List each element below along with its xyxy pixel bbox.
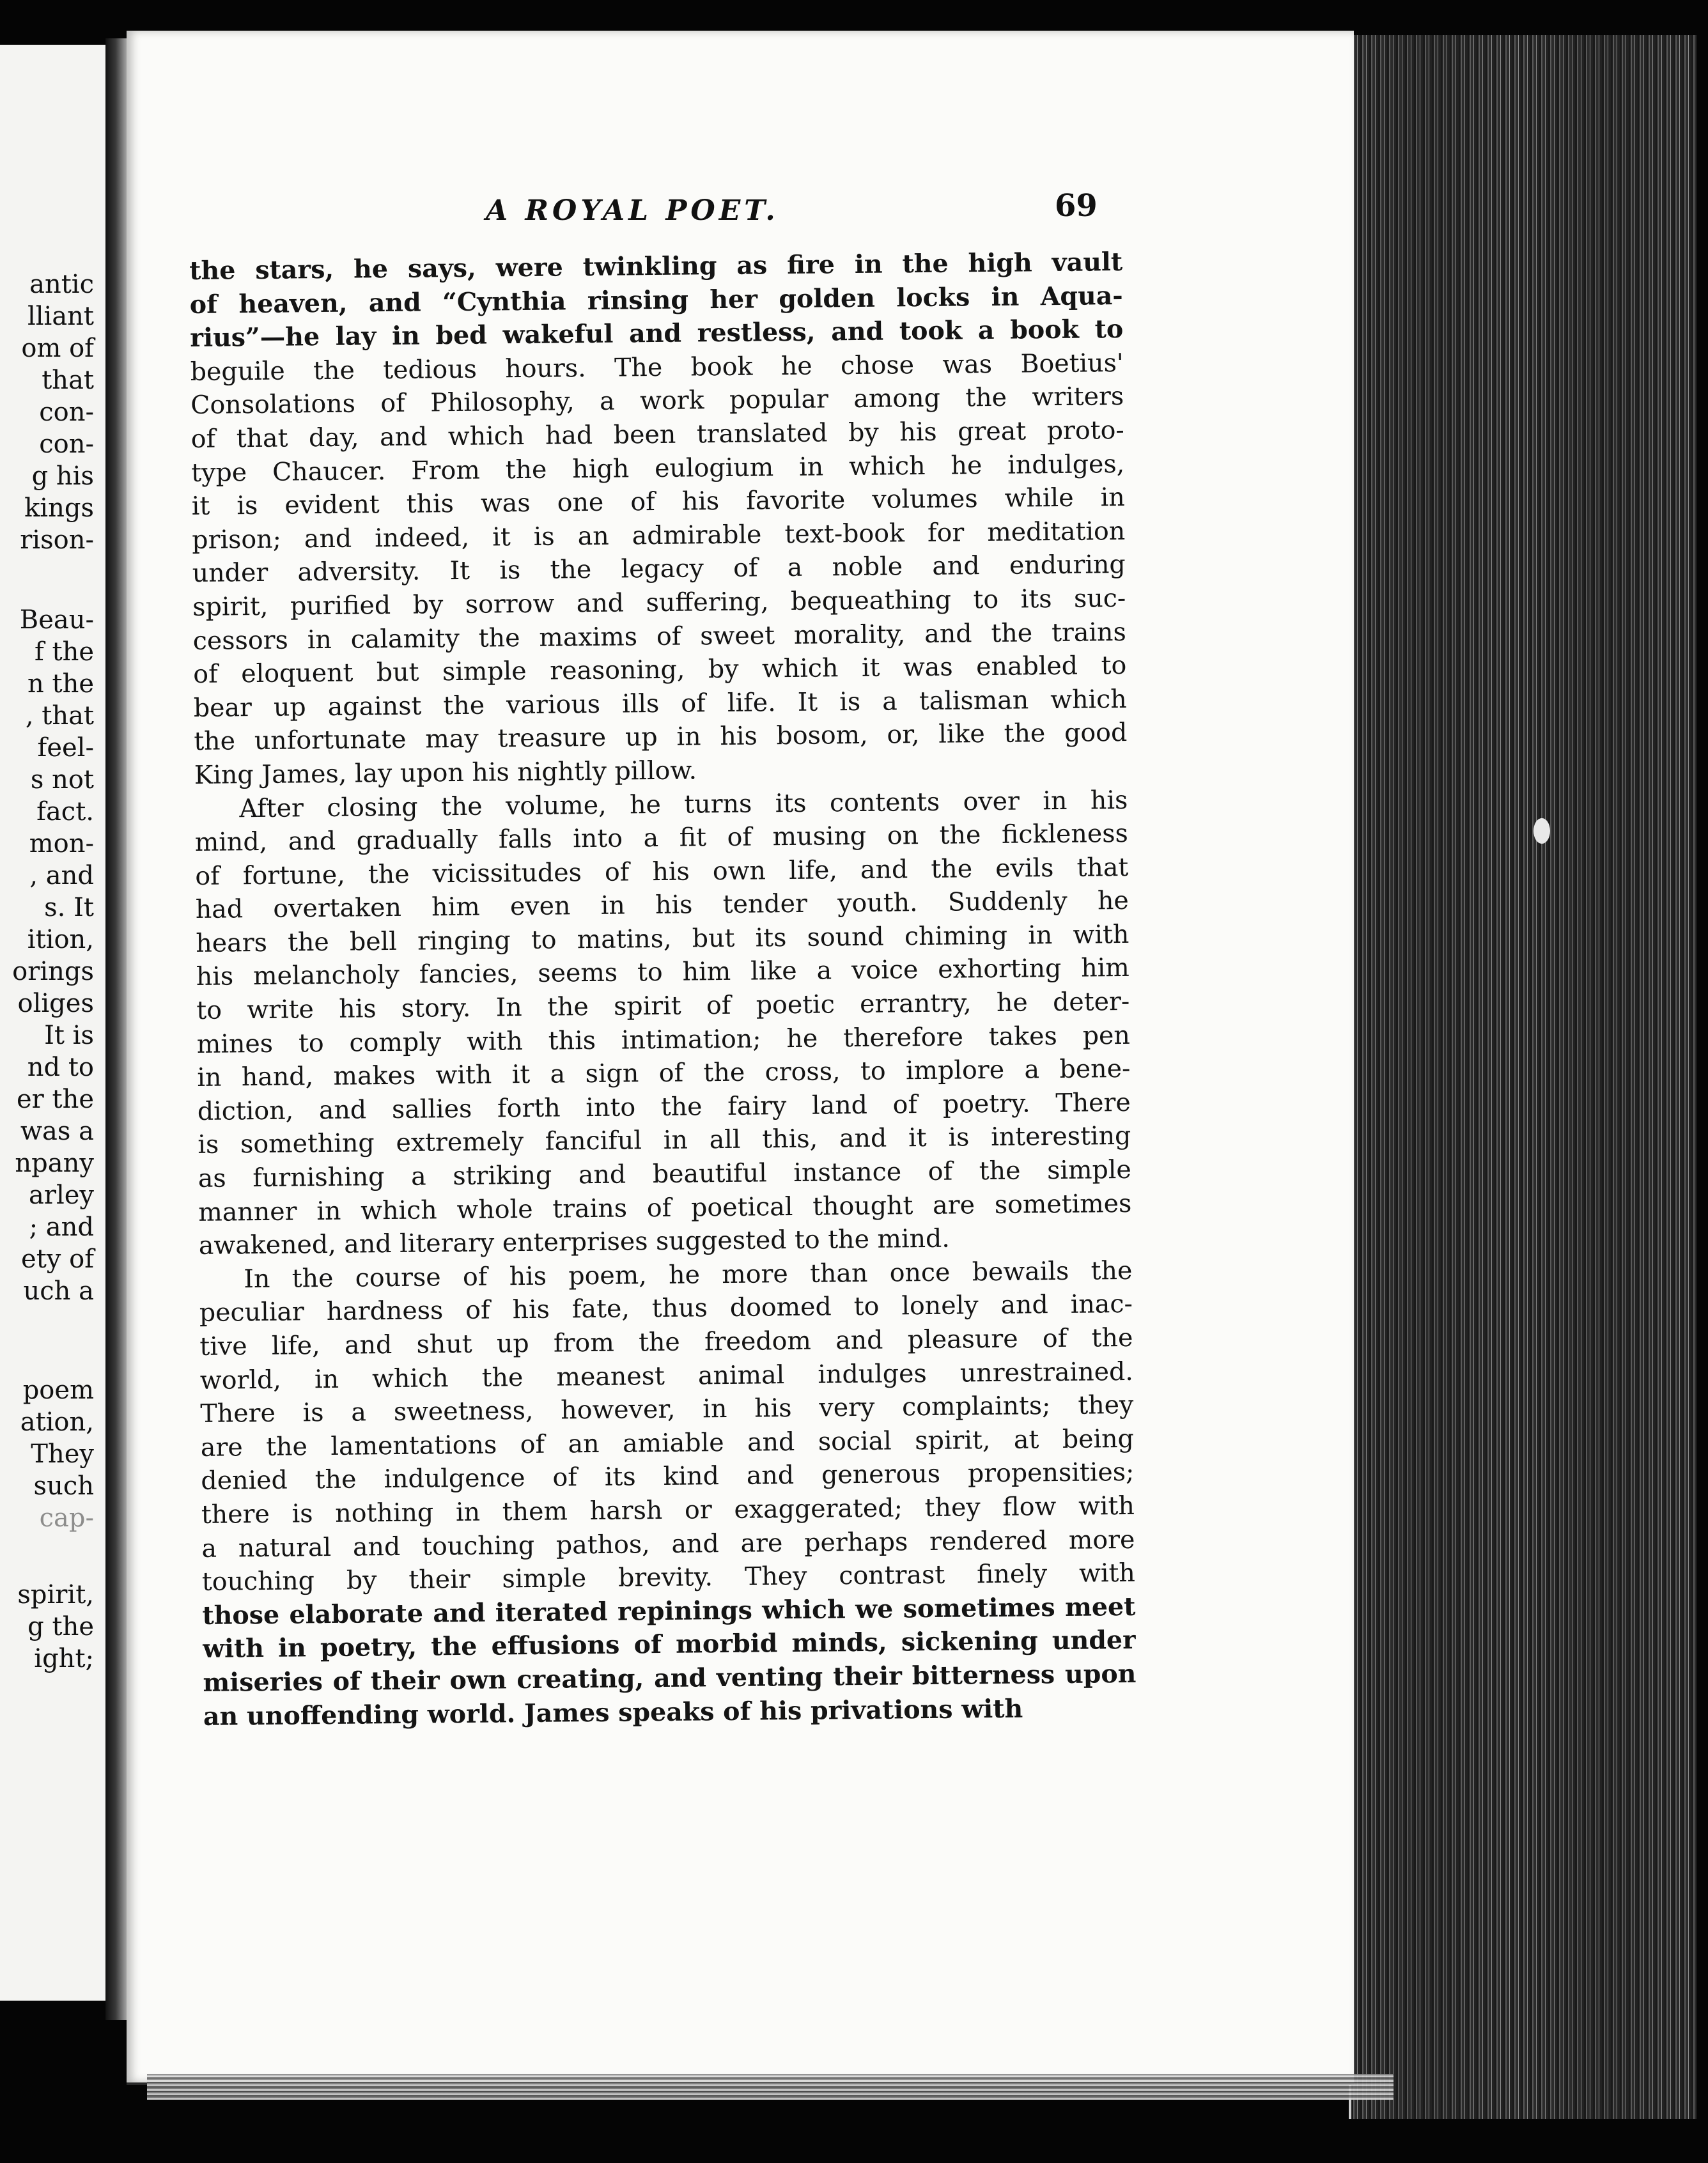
text-line: a natural and touching pathos, and are perhaps rendered more	[201, 1524, 1135, 1563]
text-line: of fortune, the vicissitudes of his own life, and the evils that	[195, 852, 1129, 891]
page-number: 69	[1055, 188, 1098, 224]
left-page-fragment: ; and	[29, 1213, 94, 1242]
left-page-fragment: g his	[31, 461, 94, 491]
text-line: the unfortunate may treasure up in his bosom, or, like the good	[194, 718, 1128, 757]
text-line: miseries of their own creating, and venting their bitterness upon	[203, 1659, 1137, 1698]
left-page-fragment: s. It	[44, 893, 94, 922]
left-page-fragment: Beau-	[19, 605, 94, 635]
text-line: with in poetry, the effusions of morbid minds, sickening under	[202, 1625, 1137, 1664]
left-page-fragment: ety of	[21, 1244, 94, 1274]
text-line: touching by their simple brevity. They contrast finely with	[201, 1558, 1136, 1597]
left-page-fragment: antic	[29, 270, 94, 299]
text-line: of that day, and which had been translated by his great proto-	[190, 415, 1124, 454]
left-page-fragment: arley	[28, 1181, 94, 1210]
left-page-fragment: It is	[44, 1021, 94, 1050]
text-line: are the lamentations of an amiable and social spirit, at being	[200, 1423, 1135, 1462]
left-page-fragment: oliges	[17, 989, 94, 1018]
bottom-page-edge	[147, 2074, 1394, 2100]
running-head: A ROYAL POET.	[486, 194, 779, 227]
left-page-fragment: , and	[29, 861, 94, 890]
text-line: there is nothing in them harsh or exaggerated; they flow with	[201, 1491, 1135, 1530]
left-page-fragment: mon-	[29, 829, 94, 858]
left-page-fragment: ight;	[34, 1644, 94, 1673]
text-line: it is evident this was one of his favorite volumes while in	[191, 483, 1125, 522]
text-line: rius”—he lay in bed wakeful and restless, and took a book to	[190, 314, 1124, 353]
text-line: mines to comply with this intimation; he therefore takes pen	[196, 1020, 1131, 1059]
text-line: of eloquent but simple reasoning, by which it was enabled to	[193, 651, 1127, 690]
left-page-fragment: con-	[39, 430, 94, 459]
left-page-fragment: s not	[30, 765, 94, 795]
text-line: an unoffending world. James speaks of his privations with	[203, 1694, 1023, 1732]
text-line: After closing the volume, he turns its contents over in his	[239, 785, 1128, 823]
text-line: in hand, makes with it a sign of the cross, to implore a bene-	[197, 1054, 1131, 1093]
body-text	[189, 245, 1137, 1733]
text-line: as furnishing a striking and beautiful instance of the simple	[198, 1154, 1132, 1193]
text-line: is something extremely fanciful in all this, and it is interesting	[198, 1121, 1131, 1160]
left-page-fragment: kings	[24, 493, 94, 523]
text-line: King James, lay upon his nightly pillow.	[194, 756, 697, 790]
left-page-fragment: was a	[20, 1117, 94, 1146]
left-page-fragment: fact.	[36, 797, 94, 826]
page-edge-mark	[1533, 818, 1550, 844]
text-line: Consolations of Philosophy, a work popular among the writers	[190, 382, 1124, 421]
left-page-fragment: that	[42, 366, 94, 395]
left-page-fragment: uch a	[23, 1276, 94, 1306]
left-page-fragment: feel-	[37, 733, 94, 763]
left-page-fragment: lliant	[27, 302, 94, 331]
text-line: hears the bell ringing to matins, but its sound chiming in with	[196, 919, 1130, 958]
text-line: those elaborate and iterated repinings which we sometimes meet	[202, 1592, 1136, 1631]
text-line: awakened, and literary enterprises suggested to the mind.	[198, 1223, 951, 1261]
text-line: manner in which whole trains of poetical thought are sometimes	[198, 1188, 1132, 1227]
left-page-fragment: om of	[21, 334, 94, 363]
left-page-fragment: spirit,	[17, 1580, 94, 1609]
text-line: under adversity. It is the legacy of a noble and enduring	[192, 550, 1126, 589]
text-line: peculiar hardness of his fate, thus doomed to lonely and inac-	[199, 1289, 1133, 1328]
left-page-fragment: ation,	[20, 1407, 94, 1437]
text-line: diction, and sallies forth into the fairy land of poetry. There	[197, 1087, 1131, 1126]
text-line: type Chaucer. From the high eulogium in which he indulges,	[191, 449, 1125, 488]
text-line: cessors in calamity the maxims of sweet morality, and the trains	[192, 617, 1126, 656]
text-line: In the course of his poem, he more than once bewails the	[244, 1255, 1133, 1294]
text-line: his melancholy fancies, seems to him like a voice exhorting him	[196, 953, 1130, 992]
left-page-fragment: g the	[27, 1612, 94, 1641]
left-page-fragment: rison-	[20, 525, 94, 555]
left-page-fragment: poem	[22, 1376, 94, 1405]
text-line: prison; and indeed, it is an admirable text-book for meditation	[192, 516, 1126, 555]
text-line: beguile the tedious hours. The book he chose was Boetius'	[190, 348, 1124, 387]
text-line: to write his story. In the spirit of poetic errantry, he deter-	[196, 986, 1130, 1026]
left-page-fragment: such	[33, 1471, 94, 1501]
text-line: tive life, and shut up from the freedom and pleasure of the	[199, 1322, 1133, 1361]
left-page-fragment: cap-	[39, 1503, 94, 1533]
text-line: the stars, he says, were twinkling as fire in the high vault	[189, 247, 1123, 286]
left-page-fragment: con-	[39, 398, 94, 427]
text-line: There is a sweetness, however, in his very complaints; they	[200, 1390, 1134, 1429]
text-line: spirit, purified by sorrow and suffering, bequeathing to its suc-	[192, 583, 1126, 622]
left-page-fragment: n the	[27, 669, 94, 699]
text-line: bear up against the various ills of life. It is a talisman which	[193, 684, 1127, 723]
text-line: of heaven, and “Cynthia rinsing her golden locks in Aqua-	[189, 281, 1123, 320]
page-edges	[1349, 35, 1696, 2119]
text-line: had overtaken him even in his tender youth. Suddenly he	[195, 886, 1129, 925]
previous-page-fragment	[0, 45, 107, 2001]
left-page-fragment: ition,	[27, 925, 94, 954]
left-page-fragment: , that	[25, 701, 94, 731]
left-page-fragment: orings	[12, 957, 94, 986]
left-page-fragment: They	[31, 1439, 94, 1469]
left-page-fragment: er the	[16, 1085, 94, 1114]
text-line: denied the indulgence of its kind and generous propensities;	[201, 1457, 1135, 1496]
text-line: mind, and gradually falls into a fit of musing on the fickleness	[194, 819, 1128, 858]
left-page-fragment: npany	[15, 1149, 94, 1178]
text-line: world, in which the meanest animal indulges unrestrained.	[199, 1356, 1134, 1395]
left-page-fragment: f the	[34, 637, 94, 667]
left-page-fragment: nd to	[27, 1053, 94, 1082]
